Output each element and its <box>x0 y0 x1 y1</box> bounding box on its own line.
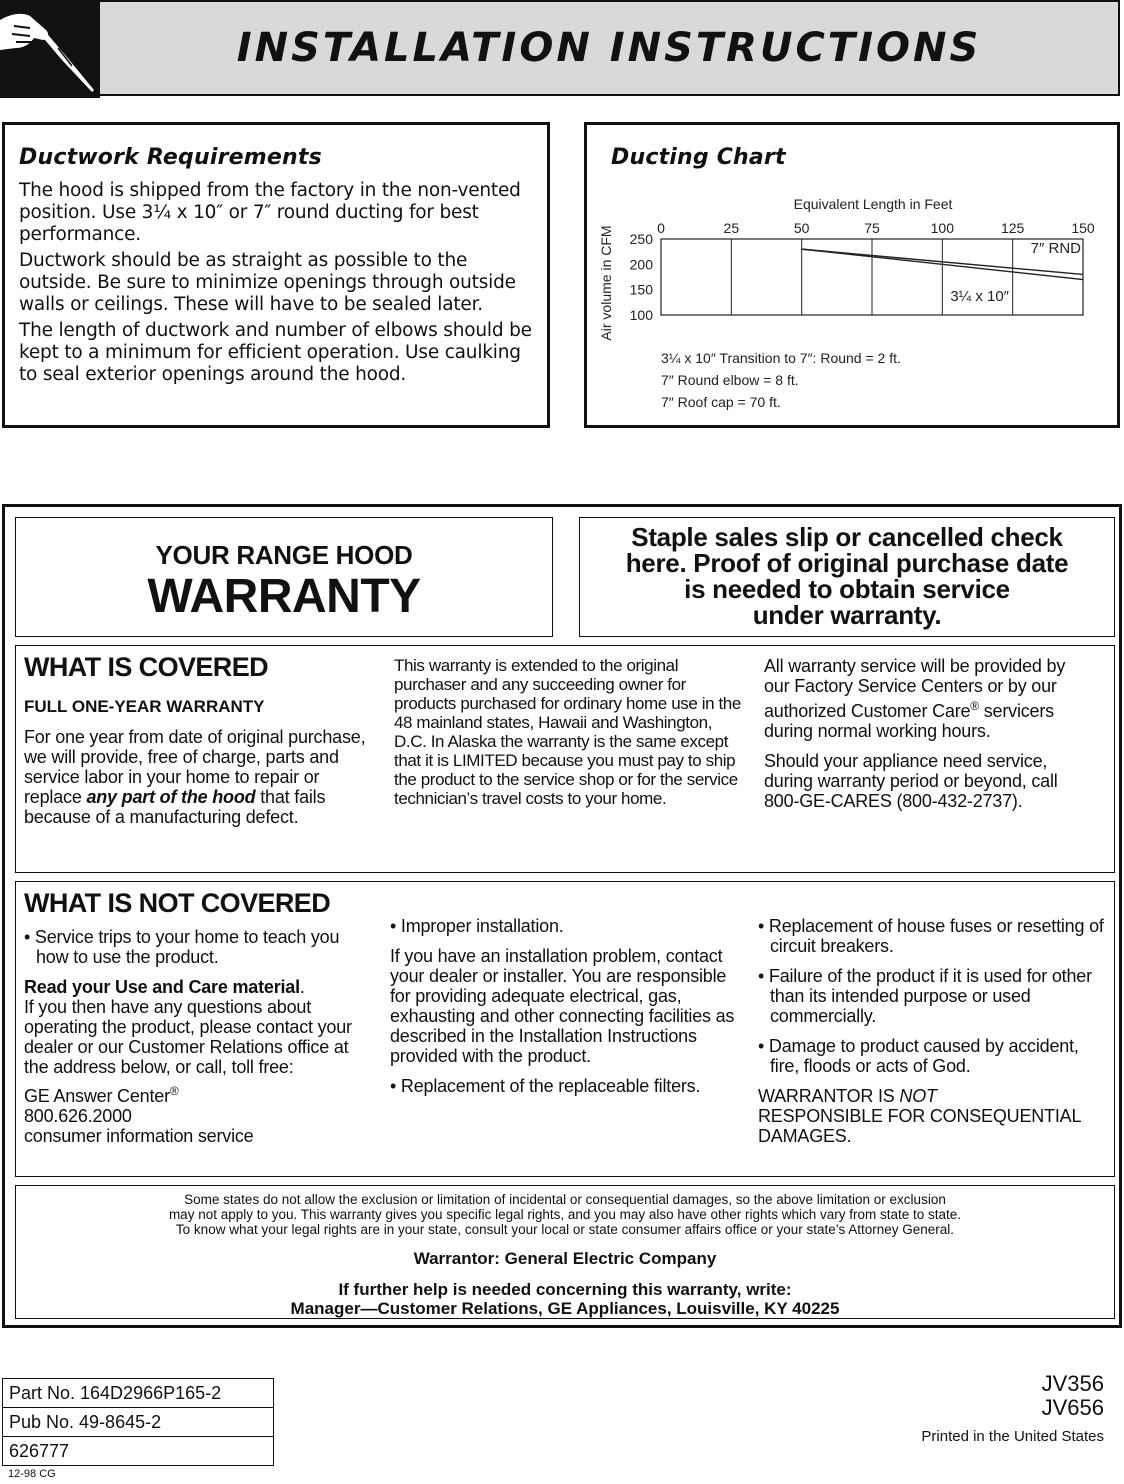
help-address: Manager—Customer Relations, GE Appliances, Louisville, KY 40225 <box>290 1299 840 1318</box>
covered-right-column <box>764 656 1084 821</box>
pub-number: Pub No. 49-8645-2 <box>3 1408 274 1437</box>
covered-subtitle: FULL ONE-YEAR WARRANTY <box>24 697 265 716</box>
ducting-chart-box <box>584 122 1120 428</box>
covered-title: WHAT IS COVERED <box>24 652 269 682</box>
use-care-text: If you then have any questions about operating the product, please contact your dealer or our Customer Relations office at the address below, or call, toll free: <box>24 997 352 1077</box>
covered-left-column <box>24 652 374 837</box>
chart-note: 3¼ x 10″ Transition to 7″: Round = 2 ft. <box>661 350 901 366</box>
not-covered-left-column <box>24 888 374 1146</box>
chart-grid <box>661 239 1083 315</box>
registered-mark: ® <box>169 1084 179 1098</box>
y-tick-label: 250 <box>629 231 653 247</box>
part-info-table <box>2 1378 274 1466</box>
staple-notice-box <box>579 517 1115 637</box>
not-covered-item: • Replacement of house fuses or resetting of circuit breakers. <box>758 916 1104 956</box>
installation-problem-text: If you have an installation problem, contact your dealer or installer. You are responsible for providing adequate electrical, gas, exhausting and other connecting facilities as described in the Installation Instructions provided with the product. <box>390 946 735 1066</box>
staple-line: is needed to obtain service <box>684 574 1010 604</box>
answer-center <box>24 1081 374 1146</box>
chart-ticks <box>630 220 1095 323</box>
legal-line: Some states do not allow the exclusion or limitation of incidental or consequential damages, so the above limitation or exclusion <box>184 1192 946 1207</box>
covered-text <box>24 727 374 827</box>
what-is-not-covered-box <box>15 881 1115 1177</box>
warranty-title: WARRANTY <box>147 570 421 623</box>
chart-title: Ducting Chart <box>611 145 786 170</box>
covered-text-part: that fails because of a manufacturing defect. <box>24 787 326 827</box>
not-covered-item: • Improper installation. <box>390 916 564 936</box>
staple-line: under warranty. <box>752 600 942 630</box>
model-number: JV656 <box>1041 1395 1104 1420</box>
x-tick-label: 0 <box>657 220 665 236</box>
series-label: 3¼ x 10″ <box>950 288 1009 305</box>
x-tick-label: 100 <box>930 220 955 236</box>
y-tick-label: 200 <box>629 256 653 273</box>
chart-note: 7″ Round elbow = 8 ft. <box>661 372 799 388</box>
not-covered-item: • Failure of the product if it is used for other than its intended purpose or used commercially. <box>758 966 1092 1026</box>
x-tick-label: 125 <box>1000 220 1025 236</box>
hand-screwdriver-icon <box>0 0 100 98</box>
warranty-title-box <box>15 517 553 637</box>
use-care-bold: Read your Use and Care material <box>24 977 300 997</box>
ductwork-heading: Ductwork Requirements <box>19 145 322 170</box>
not-covered-item: • Service trips to your home to teach you how to use the product. <box>24 927 340 967</box>
use-care-note <box>24 977 374 1077</box>
printed-in-note: Printed in the United States <box>921 1428 1104 1445</box>
help-line: If further help is needed concerning this warranty, write: <box>338 1280 792 1299</box>
document-code: 626777 <box>3 1437 274 1466</box>
covered-emphasis: any part of the hood <box>86 787 256 807</box>
legal-line: may not apply to you. This warranty gives you specific legal rights, and you may also have other rights which vary from state to state. <box>168 1207 962 1222</box>
not-covered-right-column <box>758 916 1112 1156</box>
ductwork-paragraph: The length of ductwork and number of elbows should be kept to a minimum for efficient operation. Use caulking to seal exterior openings around the hood. <box>19 320 532 385</box>
not-covered-item: • Damage to product caused by accident, fire, floods or acts of God. <box>758 1036 1079 1076</box>
ductwork-paragraph: The hood is shipped from the factory in the non-vented position. Use 3¼ x 10″ or 7″ round ducting for best performance. <box>19 180 521 245</box>
part-number: Part No. 164D2966P165-2 <box>3 1379 274 1408</box>
service-text-part: servicers during normal working hours. <box>764 701 1054 741</box>
ductwork-requirements-box <box>2 122 550 428</box>
not-covered-middle-column <box>390 916 740 1106</box>
disclaimer-emphasis: NOT <box>899 1086 937 1106</box>
service-text-part: All warranty service will be provided by our Factory Service Centers or by our authorized Customer Care <box>764 656 1066 721</box>
chart-note: 7″ Roof cap = 70 ft. <box>661 394 781 410</box>
ductwork-paragraph: Ductwork should be as straight as possible to the outside. Be sure to minimize openings through outside walls or ceilings. These will have to be sealed later. <box>19 250 516 315</box>
use-care-period: . <box>299 977 305 997</box>
warranty-subtitle: YOUR RANGE HOOD <box>155 540 413 570</box>
ducting-chart <box>587 125 1117 425</box>
hand-tool-logo <box>0 0 100 98</box>
x-axis-label: Equivalent Length in Feet <box>793 196 953 212</box>
answer-center-name: GE Answer Center <box>24 1086 170 1106</box>
y-axis-label: Air volume in CFM <box>598 225 614 341</box>
title-bar <box>100 0 1120 96</box>
warranty-section <box>2 504 1122 1328</box>
not-covered-title: WHAT IS NOT COVERED <box>24 888 331 918</box>
warrantor-name: Warrantor: General Electric Company <box>413 1249 717 1268</box>
staple-line: Staple sales slip or cancelled check <box>631 522 1063 552</box>
disclaimer-part: RESPONSIBLE FOR CONSEQUENTIAL DAMAGES. <box>758 1106 1081 1146</box>
series-label: 7″ RND <box>1030 240 1081 257</box>
legal-fine-print-box <box>15 1185 1115 1319</box>
not-covered-item: • Replacement of the replaceable filters. <box>390 1076 701 1096</box>
y-tick-label: 150 <box>629 281 653 298</box>
disclaimer-part: WARRANTOR IS <box>758 1086 900 1106</box>
date-code: 12-98 CG <box>8 1468 56 1480</box>
warrantor-disclaimer <box>758 1086 1112 1146</box>
page-title: INSTALLATION INSTRUCTIONS <box>236 25 982 71</box>
covered-text-part: For one year from date of original purchase, we will provide, free of charge, parts and service labor in your home to repair or replace <box>24 727 366 807</box>
consumer-service-label: consumer information service <box>24 1126 254 1146</box>
service-provider-text <box>764 656 1084 741</box>
what-is-covered-box <box>15 645 1115 873</box>
x-tick-label: 150 <box>1071 220 1095 236</box>
registered-mark: ® <box>970 699 979 713</box>
staple-line: here. Proof of original purchase date <box>625 548 1069 578</box>
legal-line: To know what your legal rights are in your state, consult your local or state consumer affairs office or your state’s Attorney General. <box>175 1222 955 1237</box>
model-number: JV356 <box>1041 1371 1104 1396</box>
model-numbers <box>1042 1372 1104 1420</box>
x-tick-label: 50 <box>793 220 810 236</box>
covered-extension-text: This warranty is extended to the original purchaser and any succeeding owner for products purchased for ordinary home use in the 48 mainland states, Hawaii and Washington, D.C. In Alaska the warranty is the same except that it is LIMITED because you must pay to ship the product to the service shop or for the service technician’s travel costs to your home. <box>394 656 741 808</box>
answer-center-phone: 800.626.2000 <box>24 1106 132 1126</box>
y-tick-label: 100 <box>629 307 653 323</box>
service-call-text: Should your appliance need service, during warranty period or beyond, call 800-GE-CARES (800-432-2737). <box>764 751 1058 811</box>
x-tick-label: 25 <box>723 220 740 236</box>
covered-middle-column <box>394 656 744 808</box>
page-header <box>0 0 1124 98</box>
x-tick-label: 75 <box>864 220 880 236</box>
